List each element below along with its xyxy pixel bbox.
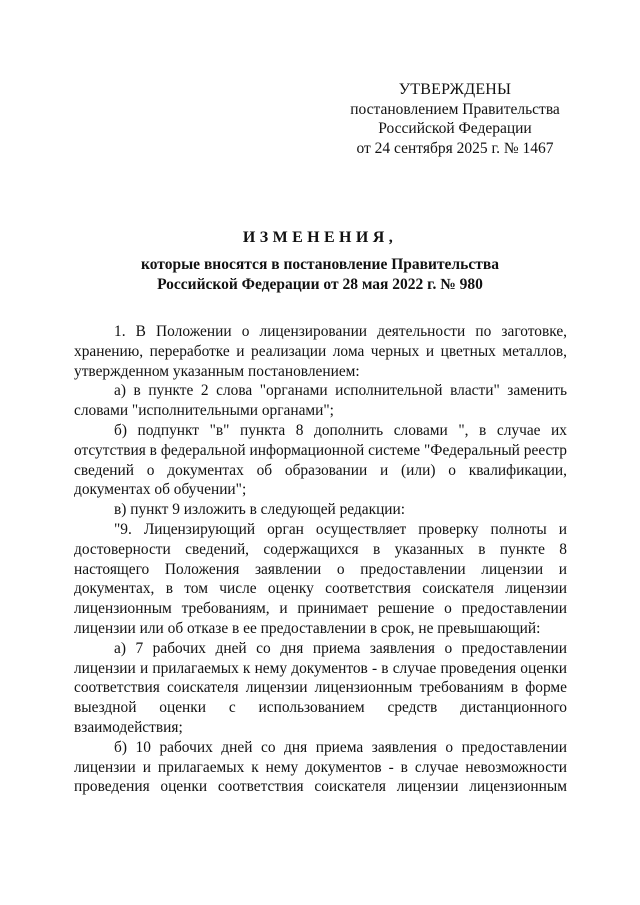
approval-line-resolution: постановлением Правительства: [350, 100, 560, 118]
approval-line-government: Российской Федерации: [378, 120, 532, 137]
paragraph-point-9-a: а) 7 рабочих дней со дня приема заявления о предоставлении лицензии и прилагаемых к нему документов - в случае проведения оценки соответствия соискателя лицензии лицензионным требованиям в форме выездной оценки с использованием средств дистанционного взаимодействия;: [74, 639, 567, 736]
paragraph-point-9: "9. Лицензирующий орган осуществляет проверку полноты и достоверности сведений, содержащихся в указанных в пункте 8 настоящего Положения заявлении о предоставлении лицензии и документах, в том числе оценку соответствия соискателя лицензии лицензионным требованиям, и принимает решение о предоставлении лицензии или об отказе в ее предоставлении в срок, не превышающий:: [74, 520, 567, 637]
document-subtitle: [60, 255, 580, 294]
document-body: [74, 322, 567, 797]
paragraph-subitem-a: а) в пункте 2 слова "органами исполнительной власти" заменить словами "исполнительными органами";: [74, 382, 567, 420]
approval-stamp: [345, 80, 565, 158]
document-title: ИЗМЕНЕНИЯ,: [242, 229, 398, 246]
paragraph-subitem-v: в) пункт 9 изложить в следующей редакции:: [114, 501, 406, 519]
paragraph-subitem-b: б) подпункт "в" пункта 8 дополнить словами ", в случае их отсутствия в федеральной информационной системе "Федеральный реестр сведений о документах об образовании и (или) о квалификации, документах об обучении";: [74, 421, 567, 499]
document-subtitle-line-2: Российской Федерации от 28 мая 2022 г. № 980: [157, 275, 483, 293]
approval-line-date: от 24 сентября 2025 г. № 1467: [356, 139, 554, 157]
approval-title: УТВЕРЖДЕНЫ: [398, 81, 512, 98]
paragraph-point-9-b: б) 10 рабочих дней со дня приема заявления о предоставлении лицензии и прилагаемых к нему документов - в случае невозможности проведения оценки соответствия соискателя лицензии лицензионным: [74, 738, 567, 796]
document-heading: [60, 227, 580, 294]
document-subtitle-line-1: которые вносятся в постановление Правительства: [141, 256, 499, 273]
paragraph-item-1: 1. В Положении о лицензировании деятельности по заготовке, хранению, переработке и реализации лома черных и цветных металлов, утвержденном указанным постановлением:: [74, 323, 567, 380]
